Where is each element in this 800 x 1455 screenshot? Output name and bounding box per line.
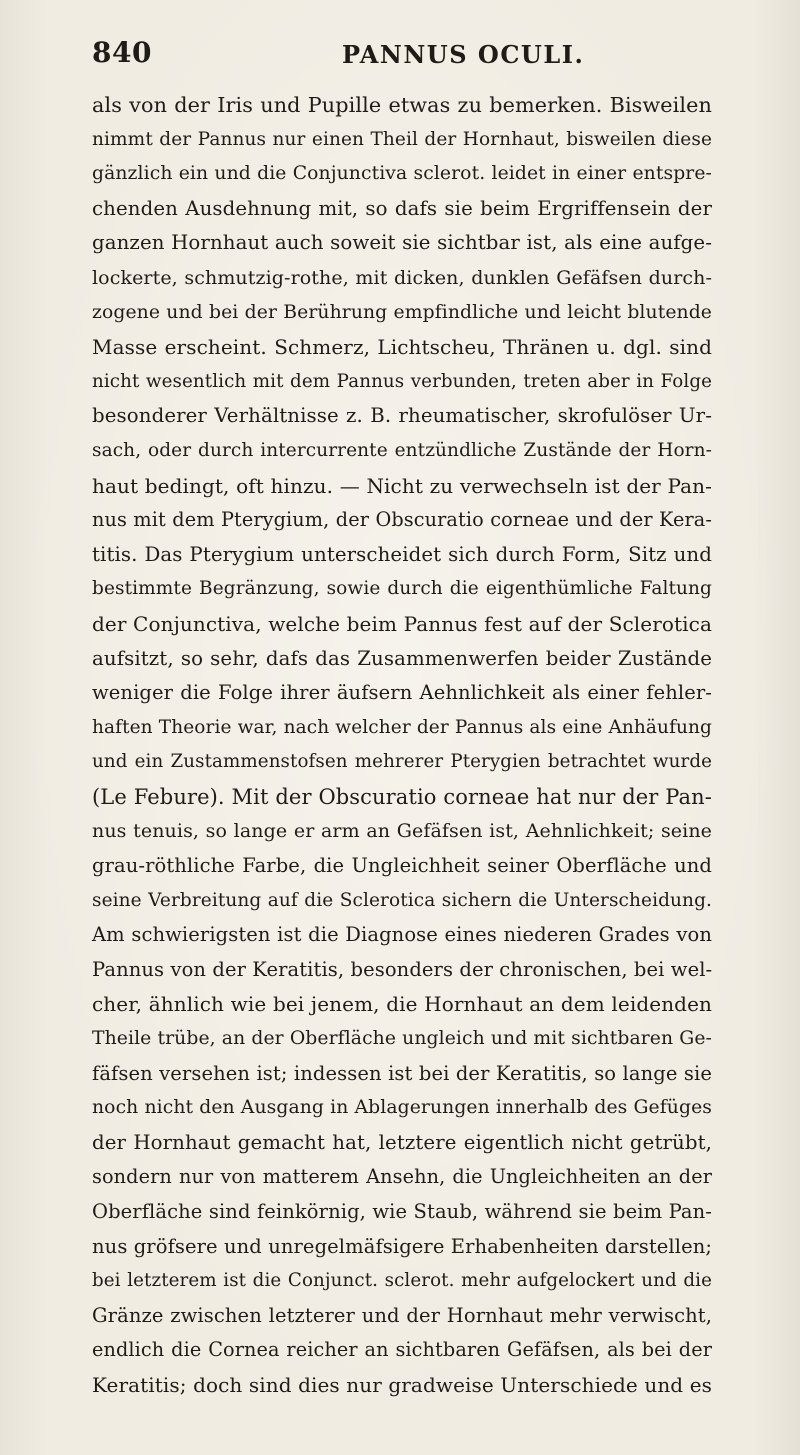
text-line: nimmt der Pannus nur einen Theil der Hornhaut, bisweilen diese: [92, 128, 712, 150]
text-line: sach, oder durch intercurrente entzündliche Zustände der Horn-: [92, 439, 712, 461]
page-header: [92, 36, 712, 76]
text-line: Pannus von der Keratitis, besonders der chronischen, bei wel-: [92, 957, 713, 981]
text-line: nus mit dem Pterygium, der Obscuratio corneae und der Kera-: [92, 508, 712, 532]
text-line: Masse erscheint. Schmerz, Lichtscheu, Thränen u. dgl. sind: [92, 335, 712, 360]
text-line: aufsitzt, so sehr, dafs das Zusammenwerfen beider Zustände: [92, 646, 712, 670]
text-line: haften Theorie war, nach welcher der Pannus als eine Anhäufung: [92, 716, 712, 738]
text-line: ganzen Hornhaut auch soweit sie sichtbar ist, als eine aufge-: [92, 231, 712, 255]
text-line: cher, ähnlich wie bei jenem, die Hornhaut an dem leidenden: [92, 992, 712, 1017]
text-line: nus gröfsere und unregelmäfsigere Erhabenheiten darstellen;: [92, 1234, 713, 1258]
text-line: bei letzterem ist die Conjunct. sclerot. mehr aufgelockert und die: [92, 1270, 712, 1292]
page-number: 840: [92, 36, 152, 69]
text-line: haut bedingt, oft hinzu. — Nicht zu verwechseln ist der Pan-: [92, 473, 712, 498]
text-line: seine Verbreitung auf die Sclerotica sichern die Unterscheidung.: [92, 889, 712, 911]
text-line: (Le Febure). Mit der Obscuratio corneae hat nur der Pan-: [92, 784, 712, 809]
text-line: besonderer Verhältnisse z. B. rheumatischer, skrofulöser Ur-: [92, 404, 712, 428]
text-line: Gränze zwischen letzterer und der Hornhaut mehr verwischt,: [92, 1303, 712, 1327]
text-line: gänzlich ein und die Conjunctiva sclerot. leidet in einer entspre-: [92, 163, 712, 185]
running-title: PANNUS OCULI.: [342, 40, 585, 69]
text-line: fäfsen versehen ist; indessen ist bei der Keratitis, so lange sie: [92, 1061, 712, 1085]
text-line: der Conjunctiva, welche beim Pannus fest auf der Sclerotica: [92, 611, 712, 636]
text-line: noch nicht den Ausgang in Ablagerungen innerhalb des Gefüges: [92, 1097, 712, 1119]
text-line: titis. Das Pterygium unterscheidet sich durch Form, Sitz und: [92, 542, 712, 566]
text-line: Theile trübe, an der Oberfläche ungleich und mit sichtbaren Ge-: [92, 1028, 712, 1050]
text-line: nicht wesentlich mit dem Pannus verbunden, treten aber in Folge: [92, 370, 712, 392]
text-line: chenden Ausdehnung mit, so dafs sie beim Ergriffensein der: [92, 196, 712, 220]
text-line: Keratitis; doch sind dies nur gradweise Unterschiede und es: [92, 1372, 712, 1397]
text-line: lockerte, schmutzig-rothe, mit dicken, dunklen Gefäfsen durch-: [92, 266, 712, 289]
text-line: zogene und bei der Berührung empfindliche und leicht blutende: [92, 301, 712, 323]
text-line: Oberfläche sind feinkörnig, wie Staub, während sie beim Pan-: [92, 1200, 712, 1223]
text-line: bestimmte Begränzung, sowie durch die eigenthümliche Faltung: [92, 578, 712, 600]
text-line: der Hornhaut gemacht hat, letztere eigentlich nicht getrübt,: [92, 1130, 712, 1154]
text-line: grau-röthliche Farbe, die Ungleichheit seiner Oberfläche und: [92, 854, 712, 878]
text-line: weniger die Folge ihrer äufsern Aehnlichkeit als einer fehler-: [92, 681, 712, 705]
text-line: sondern nur von matterem Ansehn, die Ungleichheiten an der: [92, 1165, 712, 1189]
text-line: als von der Iris und Pupille etwas zu bemerken. Bisweilen: [92, 93, 712, 117]
text-line: und ein Zustammenstofsen mehrerer Pterygien betrachtet wurde: [92, 751, 712, 773]
text-line: endlich die Cornea reicher an sichtbaren Gefäfsen, als bei der: [92, 1338, 712, 1362]
text-line: nus tenuis, so lange er arm an Gefäfsen ist, Aehnlichkeit; seine: [92, 820, 712, 843]
text-line: Am schwierigsten ist die Diagnose eines niederen Grades von: [92, 923, 712, 947]
body-text: [92, 88, 712, 1403]
